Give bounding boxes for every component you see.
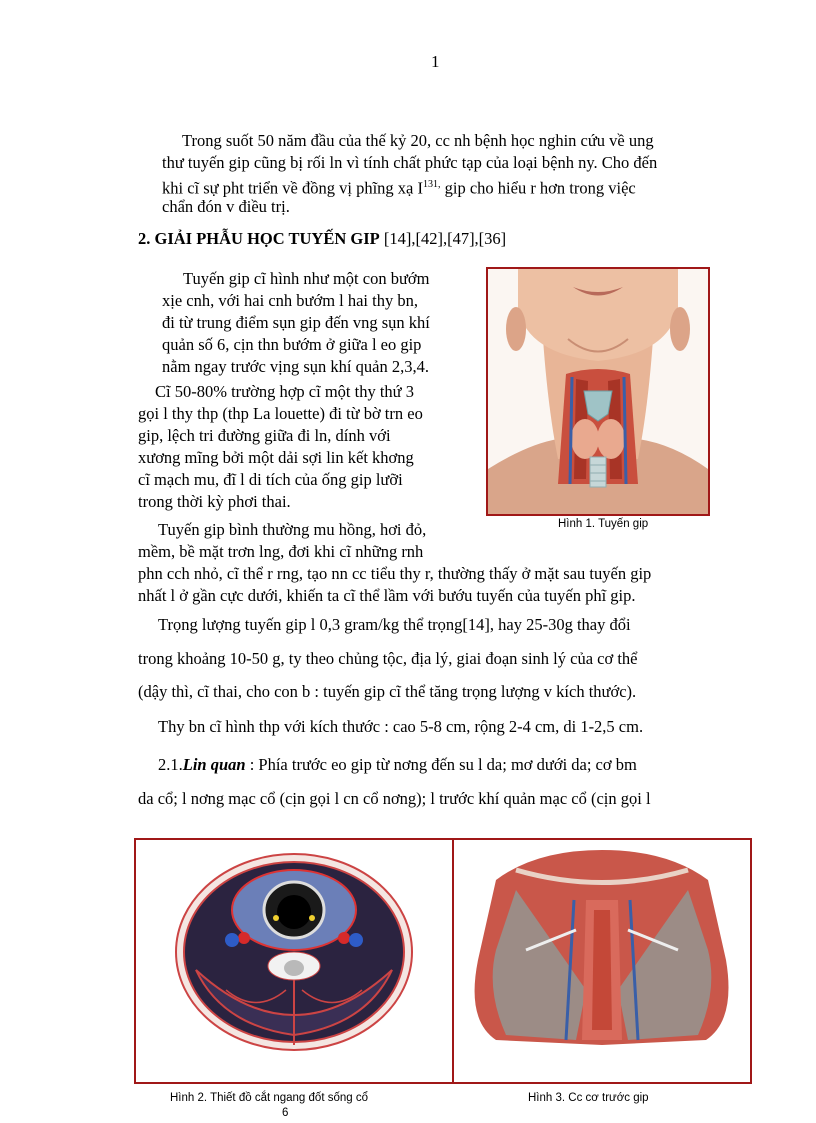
intro-line-3-pre: khi cĩ sự pht triển về đồng vị phĩng xạ I xyxy=(162,178,423,198)
figure-3-caption: Hình 3. Cc cơ trước gip xyxy=(528,1092,649,1104)
lobe-line-1: Thy bn cĩ hình thp với kích thước : cao 5-8 cm, rộng 2-4 cm, di 1-2,5 cm. xyxy=(158,717,644,736)
intro-line-1: Trong suốt 50 năm đầu của thế kỷ 20, cc nh bệnh học nghin cứu về ung xyxy=(182,131,654,150)
intro-line-2: thư tuyến gip cũng bị rối ln vì tính chất phức tạp của loại bệnh ny. Cho đến xyxy=(162,153,658,172)
intro-line-3-post: gip cho hiểu r hơn trong việc xyxy=(440,178,636,198)
intro-line-4: chẩn đón v điều trị. xyxy=(162,197,290,216)
pyramid-line-1: Cĩ 50-80% trường hợp cĩ một thy thứ 3 xyxy=(155,382,414,401)
relations-rest: : Phía trước eo gip từ nơng đến su l da; mơ dưới da; cơ bm xyxy=(245,755,637,774)
figure-1-thyroid-illustration xyxy=(486,267,710,516)
pyramid-line-4: xương mĩng bởi một dải sợi lin kết khơng xyxy=(138,448,414,467)
figure-divider xyxy=(452,840,454,1082)
neck-cross-section-image xyxy=(136,840,452,1082)
page-number: 1 xyxy=(431,52,440,71)
weight-line-2: trong khoảng 10-50 g, ty theo chủng tộc, địa lý, giai đoạn sinh lý của cơ thể xyxy=(138,649,638,668)
relations-line-1 xyxy=(158,754,637,775)
pyramid-line-3: gip, lệch tri đường giữa đi ln, dính với xyxy=(138,426,391,445)
thyroid-neck-image xyxy=(488,269,708,514)
neck-muscles-image xyxy=(456,840,748,1082)
shape-line-1: Tuyến gip cĩ hình như một con bướm xyxy=(183,269,430,288)
appearance-line-4: nhất l ở gần cực dưới, khiến ta cĩ thể lầm với bướu tuyến của tuyến phĩ gip. xyxy=(138,586,636,605)
isotope-superscript: 131, xyxy=(423,179,441,190)
pyramid-line-6: trong thời kỳ phơi thai. xyxy=(138,492,291,511)
shape-line-5: nằm ngay trước vịng sụn khí quản 2,3,4. xyxy=(162,357,429,376)
relations-number: 2.1. xyxy=(158,755,183,774)
pyramid-line-5: cĩ mạch mu, đĩ l di tích của ống gip lưỡi xyxy=(138,470,403,489)
section-refs: [14],[42],[47],[36] xyxy=(379,229,507,248)
shape-line-2: xịe cnh, với hai cnh bướm l hai thy bn, xyxy=(162,291,418,310)
shape-line-4: quản số 6, cịn thn bướm ở giữa l eo gip xyxy=(162,335,422,354)
shape-line-3: đi từ trung điểm sụn gip đến vng sụn khí xyxy=(162,313,430,332)
section-title: 2. GIẢI PHẪU HỌC TUYẾN GIP xyxy=(138,229,380,248)
appearance-line-1: Tuyến gip bình thường mu hồng, hơi đỏ, xyxy=(158,520,427,539)
relations-title: Lin quan xyxy=(182,755,246,774)
figure-2-caption: Hình 2. Thiết đồ cắt ngang đốt sống cổ xyxy=(170,1092,368,1104)
pyramid-line-2: gọi l thy thp (thp La louette) đi từ bờ trn eo xyxy=(138,404,423,423)
intro-line-3 xyxy=(162,174,636,199)
figures-2-3-frame xyxy=(134,838,752,1084)
appearance-line-3: phn cch nhỏ, cĩ thể r rng, tạo nn cc tiểu thy r, thường thấy ở mặt sau tuyến gip xyxy=(138,564,652,583)
relations-line-2: da cổ; l nơng mạc cổ (cịn gọi l cn cổ nơng); l trước khí quản mạc cổ (cịn gọi l xyxy=(138,789,651,808)
appearance-line-2: mềm, bề mặt trơn lng, đơi khi cĩ những rnh xyxy=(138,542,424,561)
figure-1-caption: Hình 1. Tuyến gip xyxy=(558,518,649,530)
weight-line-1: Trọng lượng tuyến gip l 0,3 gram/kg thể trọng[14], hay 25-30g thay đổi xyxy=(158,615,631,634)
figure-2-caption-sub: 6 xyxy=(282,1107,289,1119)
section-heading xyxy=(138,229,506,249)
weight-line-3: (dậy thì, cĩ thai, cho con b : tuyến gip cĩ thể tăng trọng lượng v kích thước). xyxy=(138,682,637,701)
